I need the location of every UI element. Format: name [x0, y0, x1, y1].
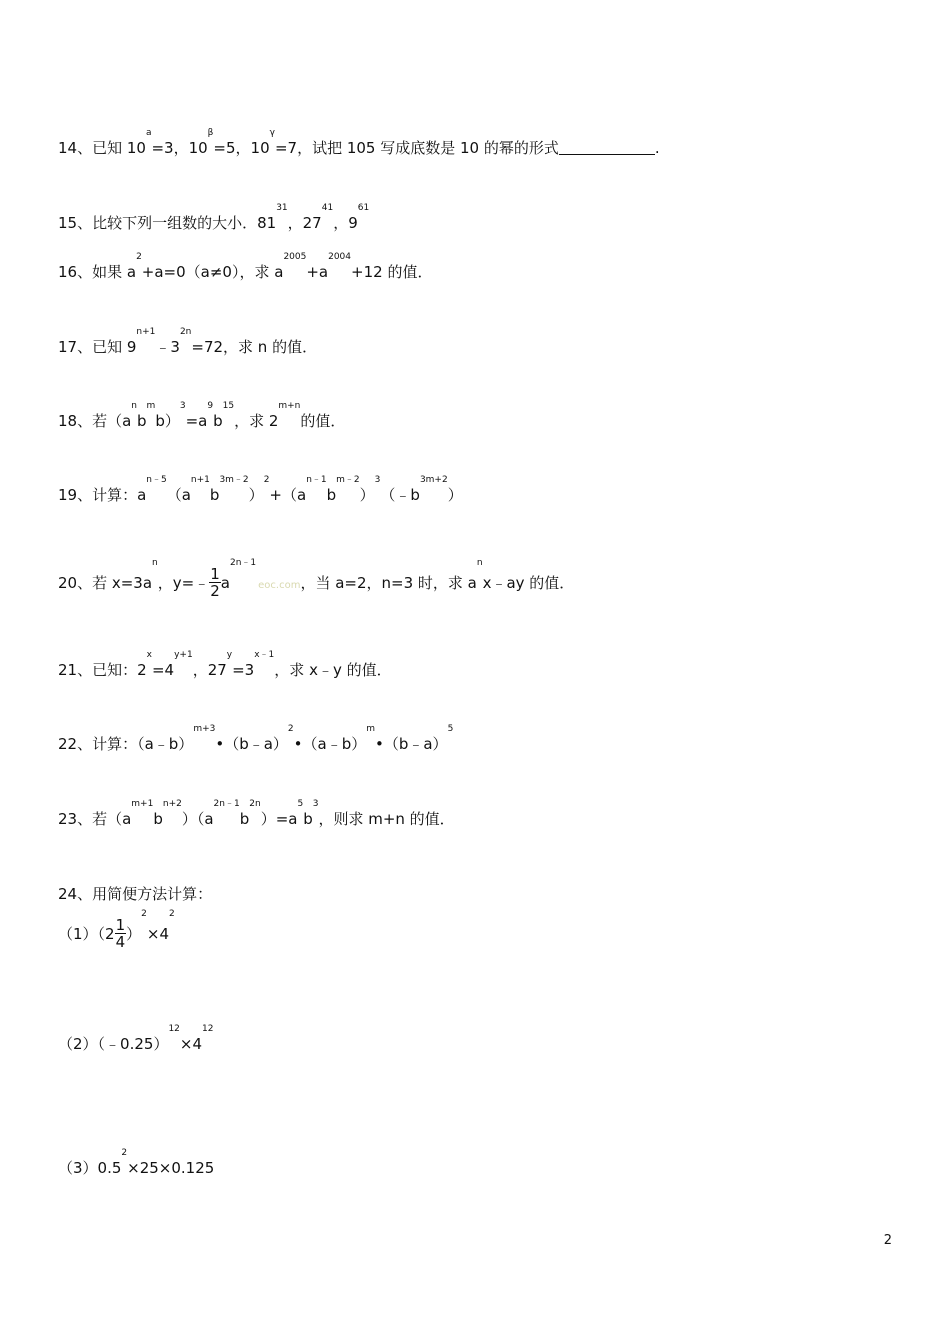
question-24-part-3: $(3)0.5^2\times 25\times 0.125$	[58, 1148, 215, 1177]
question-24-part-2: $(2)(﹣0.25)^{12}\times 4^{12}$	[58, 1024, 214, 1053]
question-17: 17、已知 $9^{n+1}﹣3^{2n}=72$，求 n 的值．	[58, 327, 318, 356]
question-23: 23、若$(a^{m+1}b^{n+2})(a^{2n﹣1}b^{2n})=a^5b^3$，则求 m+n 的值．	[58, 799, 455, 828]
question-24-part-1: （1）（2 $\frac{1}{4}$ ）$^2\times 4^2$	[58, 909, 175, 951]
page-number: 2	[883, 1233, 892, 1248]
question-14: 14、已知 $10^a=3$，$10^\beta=5$，$10^\gamma=7$，试把 105 写成底数是 10 的幂的形式 .	[58, 128, 660, 157]
question-21: 21、已知：$2^x=4^{y+1}$，$27^y=3^{x﹣1}$，求 x﹣y 的值．	[58, 650, 392, 679]
question-15: 15、比较下列一组数的大小．$81^{31}$，$27^{41}$，$9^{61}$	[58, 203, 370, 232]
question-22: 22、计算：（a﹣b）$^{m+3}$•（b﹣a）$^2$•（a﹣b）$^m$•（b﹣a）$^5$	[58, 724, 454, 753]
fraction-one-quarter: $\frac{1}{4}$	[115, 916, 126, 951]
fraction-one-half: $\frac{1}{2}$	[210, 565, 220, 600]
watermark: eoc.com	[258, 580, 301, 591]
question-20: 20、若 $x=3a^n$，y=﹣ $\frac{1}{2}$ $a^{2n﹣1}eoc.com$，当 a=2，n=3 时，求 $a^nx﹣ay$ 的值．	[58, 558, 575, 600]
question-16: 16、如果 $a^2+a=0(a\ne 0)$，求 $a^{2005}+a^{2004}+12$ 的值．	[58, 252, 433, 281]
question-18: 18、若$(a^nb^mb)^3=a^9b^{15}$，求 $2^{m+n}$的值．	[58, 401, 346, 430]
question-19: 19、计算：$a^{n﹣5}(a^{n+1}b^{3m﹣2})^2+(a^{n﹣1}b^{m﹣2})^3(﹣b^{3m+2})$	[58, 475, 463, 504]
answer-blank[interactable]	[559, 140, 655, 155]
question-24-title: 24、用简便方法计算：	[58, 885, 213, 903]
